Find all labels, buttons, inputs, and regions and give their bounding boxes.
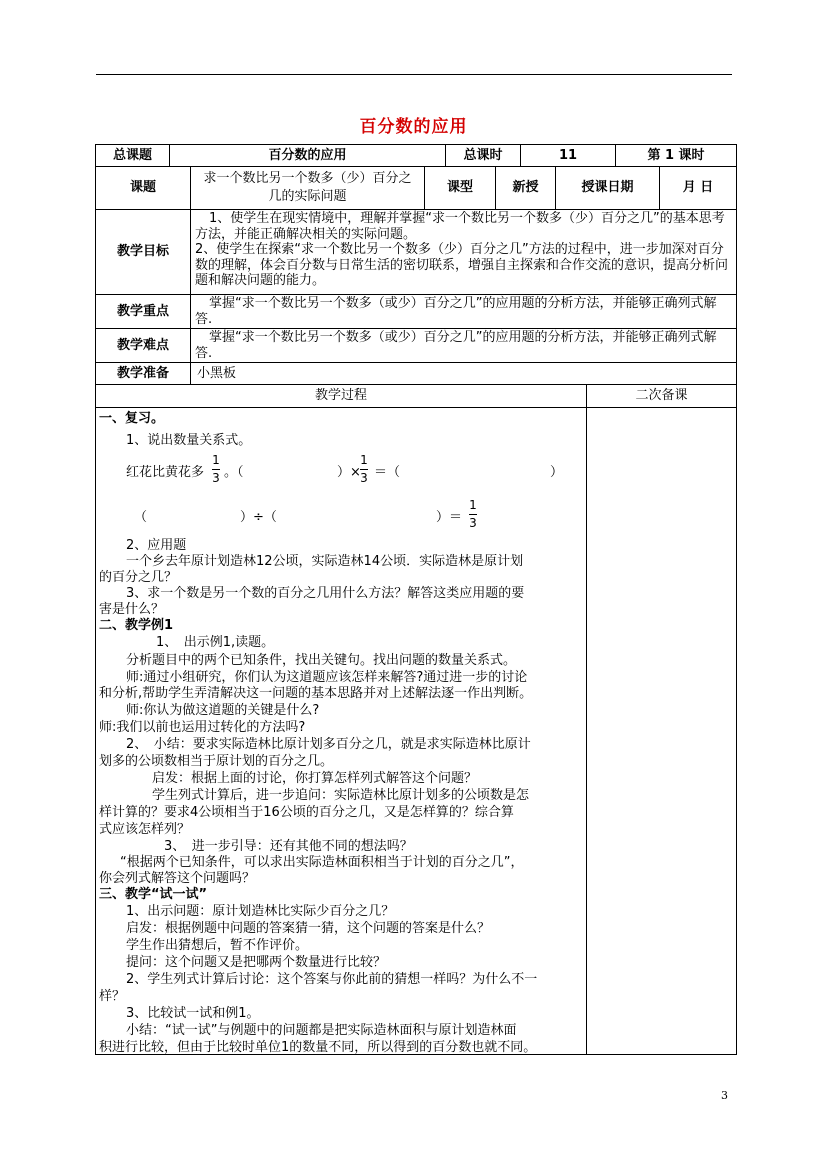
process-line: 启发：根据例题中问题的答案猜一猜，这个问题的答案是什么？ bbox=[126, 921, 491, 936]
fraction-bar bbox=[469, 514, 477, 515]
fraction-bar bbox=[360, 469, 368, 470]
second-prep-header: 二次备课 bbox=[586, 384, 737, 408]
label-total-topic: 总课题 bbox=[95, 144, 170, 167]
process-line: 样计算的？要求4公顷相当于16公顷的百分之几，又是怎样算的？综合算 bbox=[99, 805, 514, 820]
process-header: 教学过程 bbox=[95, 384, 587, 408]
fraction-bar bbox=[212, 469, 220, 470]
teaching-date: 月 日 bbox=[659, 166, 737, 210]
process-line: 学生作出猜想后，暂不作评价。 bbox=[126, 938, 309, 953]
process-line: 红花比黄花多 bbox=[126, 465, 205, 480]
lesson-number: 第 1 课时 bbox=[615, 144, 737, 167]
total-hours: 11 bbox=[520, 144, 616, 167]
process-line: 3、 进一步引导：还有其他不同的想法吗？ bbox=[164, 839, 413, 854]
process-line: 一个乡去年原计划造林12公顷，实际造林14公顷．实际造林是原计划 bbox=[126, 554, 524, 569]
label-difficulty: 教学难点 bbox=[95, 328, 191, 363]
label-goals: 教学目标 bbox=[95, 209, 191, 295]
label-topic: 课题 bbox=[95, 166, 191, 210]
fraction-denominator: 3 bbox=[469, 516, 477, 530]
total-topic: 百分数的应用 bbox=[169, 144, 446, 167]
fraction-one-third bbox=[469, 499, 477, 530]
process-line: 的百分之几？ bbox=[99, 570, 178, 585]
fraction-one-third bbox=[212, 454, 220, 485]
section-example: 二、教学例1 bbox=[99, 618, 174, 633]
process-line: ） bbox=[550, 465, 564, 480]
process-line: 分析题目中的两个已知条件，找出关键句。找出问题的数量关系式。 bbox=[126, 653, 517, 668]
process-line: 1、出示问题：原计划造林比实际少百分之几？ bbox=[126, 904, 395, 919]
process-line: 2、学生列式计算后讨论：这个答案与你此前的猜想一样吗？为什么不一 bbox=[126, 972, 538, 987]
process-line: 师:我们以前也运用过转化的方法吗? bbox=[99, 720, 306, 735]
section-try: 三、教学“试一试” bbox=[99, 887, 208, 902]
process-line: 害是什么？ bbox=[99, 602, 165, 617]
label-preparation: 教学准备 bbox=[95, 362, 191, 385]
process-line: 学生列式计算后，进一步追问：实际造林比原计划多的公顷数是怎 bbox=[152, 788, 530, 803]
label-lesson-type: 课型 bbox=[424, 166, 496, 210]
preparation-text: 小黑板 bbox=[190, 362, 737, 385]
label-total-hours: 总课时 bbox=[445, 144, 521, 167]
process-line: 2、 小结：要求实际造林比原计划多百分之几，就是求实际造林比原计 bbox=[126, 737, 531, 752]
key-point-text: 掌握“求一个数比另一个数多（或少）百分之几”的应用题的分析方法，并能够正确列式解答. bbox=[190, 294, 737, 329]
fraction-numerator: 1 bbox=[212, 453, 220, 467]
fraction-denominator: 3 bbox=[212, 471, 220, 485]
process-line: 1、 出示例1,读题。 bbox=[156, 635, 275, 650]
process-line: 你会列式解答这个问题吗？ bbox=[99, 871, 256, 886]
process-line: 。（ bbox=[224, 465, 244, 480]
process-line: 师:你认为做这道题的关键是什么? bbox=[126, 703, 320, 718]
process-line: 式应该怎样列？ bbox=[99, 822, 191, 837]
page-number: 3 bbox=[721, 1089, 728, 1102]
process-line: 积进行比较，但由于比较时单位1的数量不同，所以得到的百分数也就不同。 bbox=[99, 1040, 537, 1055]
page-title: 百分数的应用 bbox=[359, 117, 468, 137]
second-prep-cell bbox=[586, 407, 737, 1055]
process-line: ）÷（ bbox=[240, 510, 277, 525]
process-line: 2、应用题 bbox=[126, 538, 187, 553]
process-line: 师:通过小组研究，你们认为这道题应该怎样来解答?通过进一步的讨论 bbox=[126, 670, 528, 685]
process-line: ）＝ bbox=[436, 510, 463, 525]
process-line: （ bbox=[134, 510, 148, 525]
process-line: 提问：这个问题又是把哪两个数量进行比较？ bbox=[126, 955, 387, 970]
fraction-numerator: 1 bbox=[360, 453, 368, 467]
process-line: 样？ bbox=[99, 989, 126, 1004]
header-rule bbox=[96, 74, 732, 75]
teaching-process bbox=[96, 409, 586, 1055]
process-line: 和分析,帮助学生弄清解决这一问题的基本思路并对上述解法逐一作出判断。 bbox=[99, 686, 533, 701]
process-line: 小结：“试一试”与例题中的问题都是把实际造林面积与原计划造林面 bbox=[126, 1023, 517, 1038]
process-line: 3、比较试一试和例1。 bbox=[126, 1006, 260, 1021]
fraction-denominator: 3 bbox=[360, 471, 368, 485]
difficulty-text: 掌握“求一个数比另一个数多（或少）百分之几”的应用题的分析方法，并能够正确列式解答. bbox=[190, 328, 737, 363]
process-line: 1、说出数量关系式。 bbox=[126, 433, 252, 448]
label-teaching-date: 授课日期 bbox=[555, 166, 660, 210]
process-line: ）× bbox=[337, 465, 361, 480]
lesson-topic: 求一个数比另一个数多（少）百分之几的实际问题 bbox=[190, 166, 425, 210]
process-line: 启发：根据上面的讨论，你打算怎样列式解答这个问题？ bbox=[152, 771, 478, 786]
label-key-point: 教学重点 bbox=[95, 294, 191, 329]
lesson-type: 新授 bbox=[495, 166, 556, 210]
fraction-numerator: 1 bbox=[469, 498, 477, 512]
process-line: 3、求一个数是另一个数的百分之几用什么方法？解答这类应用题的要 bbox=[126, 586, 525, 601]
process-line: 划多的公顷数相当于原计划的百分之几。 bbox=[99, 754, 334, 769]
process-line: ＝（ bbox=[374, 465, 401, 480]
section-review: 一、复习。 bbox=[99, 411, 165, 426]
goals-text: 1、使学生在现实情境中，理解并掌握“求一个数比另一个数多（少）百分之几”的基本思考方法，并能正确解决相关的实际问题。 2、使学生在探索“求一个数比另一个数多（少）百分之几”方法的过程中，进一步加深对百分数的理解，体会百分数与日常生活的密切联系，增强自主探索和合作交流的意识，提高分析问题和解决问题的能力。 bbox=[190, 209, 737, 295]
fraction-one-third bbox=[360, 454, 368, 485]
process-line: “根据两个已知条件，可以求出实际造林面积相当于计划的百分之几”， bbox=[120, 855, 524, 870]
